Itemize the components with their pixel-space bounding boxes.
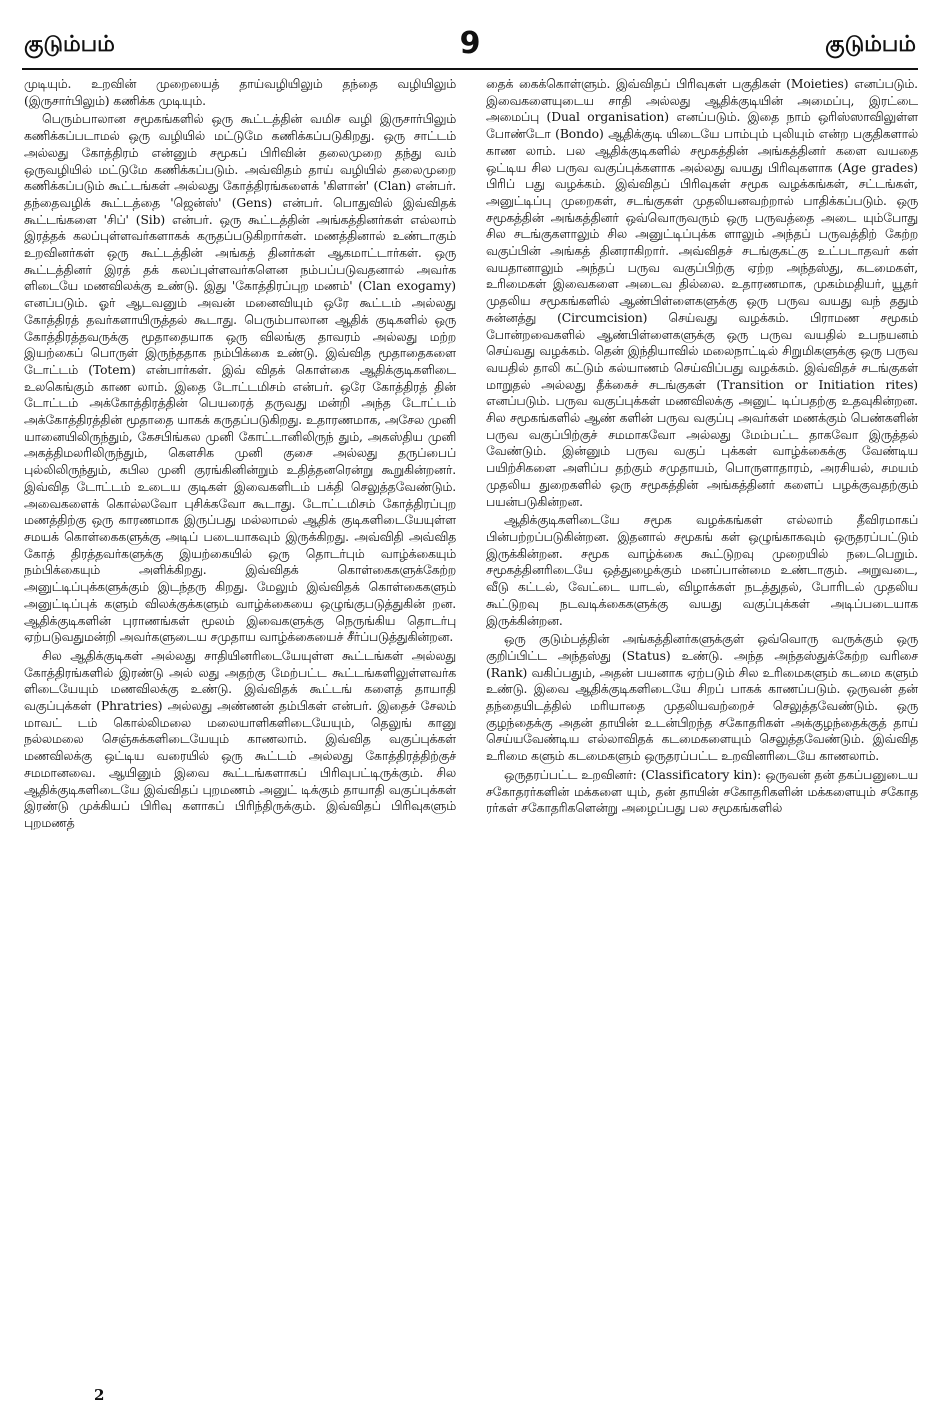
paragraph: தைக் கைக்கொள்ளும். இவ்விதப் பிரிவுகள் பகுதிகள் (Moieties) எனப்படும். இவைகளையுடைய சாதி அல்லது ஆதிக்குடியின் அமைப்பு, இரட்டை அமைப்பு (Dual organisation) எனப்படும். இதை நாம் ஒரிஸ்ஸாவிலுள்ள போண்டோ (Bondo) ஆதிக்குடி யிடையே பாம்பும் புலியும் என்ற பகுதிகளால் காண லாம். பல ஆதிக்குடிகளில் சமூகத்தின் அங்கத்தினர் களை வயதை ஒட்டிய சில பருவ வகுப்புக்களாக அல்லது வயது பிரிவுகளாக (Age grades) பிரிப் பது வழக்கம். இவ்விதப் பிரிவுகள் சமூக வழக்கங்கள், சட்டங்கள், அனுட்டிப்பு முறைகள், சடங்குகள் முதலியனவற்றால் பாதிக்கப்படும். ஒரு சமூகத்தின் அங்கத்தினர் ஒவ்வொருவரும் ஒரு பருவத்தை அடை யும்போது சில சடங்குகளாலும் சில அனுட்டிப்புக்க ளாலும் அந்தப் பருவத்திற் கேற்ற வகுப்பின் அங்கத் தினராகிறார். அவ்விதச் சடங்குகட்கு உட்படாதவர் கள் வயதானாலும் அந்தப் பருவ வகுப்பிற்கு ஏற்ற அந்தஸ்து, கடமைகள், உரிமைகள் இவைகளை அடைவ தில்லை. உதாரணமாக, முகம்மதியர், யூதர் முதலிய சமூகங்களில் ஆண்பிள்ளைகளுக்கு ஒரு பருவ வயது வந் ததும் சுன்னத்து (Circumcision) செய்வது வழக்கம். பிராமண சமூகம் போன்றவைகளில் ஆண்பிள்ளைகளுக்கு ஒரு பருவ வயதில் உபநயனம் செய்வது வழக்கம். தென் இந்தியாவில் மலைநாட்டில் சிறுமிகளுக்கு ஒரு பருவ வயதில் தாலி கட்டும் கல்யாணம் செய்விப்பது வழக்கம். இவ்விதச் சடங்குகள் மாறுதல் அல்லது தீக்கைச் சடங்குகள் (Transition or Initiation rites) எனப்படும். பருவ வகுப்புக்கள் மணவிலக்கு அனுட் டிப்பதற்கு உதவுகின்றன. சில சமூகங்களில் ஆண் களின் பருவ வகுப்பு அவர்கள் மணக்கும் பெண்களின் பருவ வகுப்பிற்குச் சமமாகவோ அல்லது மேம்பட்ட தாகவோ இருத்தல் வேண்டும். இன்னும் பருவ வகுப் புக்கள் வாழ்க்கைக்கு வேண்டிய பயிற்சிகளை அளிப்ப தற்கும் சமுதாயம், பொருளாதாரம், அரசியல், சமயம் முதலிய துறைகளில் ஒரு சமூகத்தின் அங்கத்தினர் களைப் பழக்குவதற்கும் பயன்படுகின்றன. — [486, 77, 918, 509]
right-column — [486, 76, 918, 1371]
left-column — [24, 76, 456, 1371]
paragraph: ஒரு குடும்பத்தின் அங்கத்தினர்களுக்குள் ஒவ்வொரு வருக்கும் ஒரு குறிப்பிட்ட அந்தஸ்து (Status) உண்டு. அந்த அந்தஸ்துக்கேற்ற வரிசை (Rank) வகிப்பதும், அதன் பயனாக ஏற்படும் சில உரிமைகளும் கடமை களும் உண்டு. இவை ஆதிக்குடிகளிடையே சிறப் பாகக் காணப்படும். ஒருவன் தன் தந்தையிடத்தில் மரியாதை முதலியவற்றைச் செலுத்தவேண்டும். ஒரு குழந்தைக்கு அதன் தாயின் உடன்பிறந்த சகோதரிகள் அக்குழந்தைக்குத் தாய் செய்யவேண்டிய எல்லாவிதக் கடமைகளையும் செலுத்தவேண்டும். இவ்வித உரிமை களும் கடமைகளும் ஒருதரப்பட்ட உறவினரிடையே காணலாம். — [486, 632, 918, 764]
paragraph: சில ஆதிக்குடிகள் அல்லது சாதியினரிடையேயுள்ள கூட்டங்கள் அல்லது கோத்திரங்களில் இரண்டு அல் லது அதற்கு மேற்பட்ட கூட்டங்களிலுள்ளவர்க ளிடையேயும் மணவிலக்கு உண்டு. இவ்விதக் கூட்டங் களைத் தாயாதி வகுப்புக்கள் (Phratries) அல்லது அண்ணன் தம்பிகள் என்பர். இதைச் சேலம் மாவட் டம் கொல்லிமலை மலையாளிகளிடையேயும், தெலுங் கானு நல்லமலை செஞ்சுக்களிடையேயும் காணலாம். இவ்வித வகுப்புக்கள் மணவிலக்கு ஒட்டிய வரையில் ஒரு கூட்டம் அல்லது கோத்திரத்திற்குச் சமமானவை. ஆயினும் இவை கூட்டங்களாகப் பிரிவுபட்டிருக்கும். சில ஆதிக்குடிகளிடையே இவ்விதப் புறமணம் அனுட் டிக்கும் தாயாதி வகுப்புக்கள் இரண்டு முக்கியப் பிரிவு களாகப் பிரிந்திருக்கும். இவ்விதப் பிரிவுகளும் புறமணத் — [24, 648, 456, 830]
footer-signature-number: 2 — [94, 1386, 105, 1404]
running-title-right: குடும்பம் — [825, 32, 916, 57]
paragraph: பெரும்பாலான சமூகங்களில் ஒரு கூட்டத்தின் வமிச வழி இருசார்பிலும் கணிக்கப்படாமல் ஒரு வழியில் மட்டுமே கணிக்கப்படுகிறது. ஒரு சாட்டம் அல்லது கோத்திரம் என்னும் சமூகப் பிரிவின் தலைமுறை தந்து வம் ஒருவழியில் மட்டுமே கணிக்கப்படும். அவ்விதம் தாய் வழியில் தலைமுறை கணிக்கப்படும் கூட்டங்கள் அல்லது கோத்திரங்களைக் 'கிளான்' (Clan) என்பர். தந்தைவழிக் கூட்டத்தை 'ஜென்ஸ்' (Gens) என்பர். பொதுவில் இவ்விதக் கூட்டங்களை 'சிப்' (Sib) என்பர். ஒரு கூட்டத்தின் அங்கத்தினர்கள் எல்லாம் இரத்தக் கலப்புள்ளவர்களாகக் கருதப்படுகிறார்கள். மணத்தினால் உண்டாகும் உறவினர்கள் ஒரு கூட்டத்தின் அங்கத் தினர்கள் ஆகமாட்டார்கள். ஒரு கூட்டத்தினர் இரத் தக் கலப்புள்ளவர்களென நம்பப்படுவதனால் அவர்க ளிடையே மணவிலக்கு உண்டு. இது 'கோத்திரப்புற மணம்' (Clan exogamy) எனப்படும். ஓர் ஆடவனும் அவன் மனைவியும் ஒரே கூட்டம் அல்லது கோத்திரத் தவர்களாயிருத்தல் கூடாது. பெரும்பாலான ஆதிக் குடிகளில் ஒரு கோத்திரத்தவருக்கு மூதாதையாக ஒரு விலங்கு தாவரம் அல்லது மற்ற இயற்கைப் பொருள் இருந்ததாக நம்பிக்கை உண்டு. இவ்வித மூதாதைகளை டோட்டம் (Totem) என்பார்கள். இவ் விதக் கொள்கை ஆதிக்குடிகளிடை உலகெங்கும் காண லாம். இதை டோட்டமிசம் என்பர். ஒரே கோத்திரத் தின் டோட்டம் அக்கோத்திரத்தின் பெயரைத் தருவது மன்றி அந்த டோட்டம் அக்கோத்திரத்தின் மூதாதை யாகக் கருதப்படுகிறது. உதாரணமாக, அசேல முனி யானையிலிருந்தும், கேசபிங்கல முனி கோட்டானிலிருந் தும், அகஸ்திய முனி அகத்திமலரிலிருந்தும், கௌசிக முனி குசை அல்லது தருப்பைப் புல்லிலிருந்தும், கபில முனி குரங்கினின்றும் உதித்தனரென்று கூறுகின்றனர். இவ்வித டோட்டம் உடைய குடிகள் இவைகளிடம் பக்தி செலுத்தவேண்டும். அவைகளைக் கொல்லவோ புசிக்கவோ கூடாது. டோட்டமிசம் கோத்திரப்புற மணத்திற்கு ஒரு காரணமாக இருப்பது மல்லாமல் ஆதிக் குடிகளிடையேயுள்ள சமயக் கொள்கைகளுக்கு அடிப் படையாகவும் இருக்கிறது. அவ்விதி அவ்வித கோத் திரத்தவர்களுக்கு இயற்கையில் ஒரு தொடர்பும் வாழ்க்கையும் நம்பிக்கையும் அளிக்கிறது. இவ்விதக் கொள்கைகளுக்கேற்ற அனுட்டிப்புக்களுக்கும் இடந்தரு கிறது. மேலும் இவ்விதக் கொள்கைகளும் அனுட்டிப்புக் களும் விலக்குக்களும் வாழ்க்கையை ஒழுங்குபடுத்துகின் றன. ஆதிக்குடிகளின் புராணங்கள் மூலம் இவைகளுக்கு நெருங்கிய தொடர்பு ஏற்படுவதுமன்றி அவர்களுடைய சமுதாய வாழ்க்கையைச் சீர்ப்படுத்துகின்றன. — [24, 112, 456, 645]
paragraph: ஆதிக்குடிகளிடையே சமூக வழக்கங்கள் எல்லாம் தீவிரமாகப் பின்பற்றப்படுகின்றன. இதனால் சமூகங் கள் ஒழுங்காகவும் ஒருதரப்பட்டும் இருக்கின்றன. சமூக வாழ்க்கை கூட்டுறவு முறையில் நடைபெறும். சமூகத்தினரிடையே ஒத்துழைக்கும் மனப்பான்மை உண்டாகும். அறுவடை, வீடு கட்டல், வேட்டை யாடல், விழாக்கள் நடத்துதல், போரிடல் முதலிய கூட்டுறவு நடவடிக்கைகளுக்கு வயது வகுப்புக்கள் அடிப்படையாக இருக்கின்றன. — [486, 513, 918, 628]
page-header — [22, 28, 918, 70]
paragraph: முடியும். உறவின் முறையைத் தாய்வழியிலும் தந்தை வழியிலும் (இருசார்பிலும்) கணிக்க முடியும். — [24, 77, 456, 108]
paragraph: ஒருதரப்பட்ட உறவினர்: (Classificatory kin): ஒருவன் தன் தகப்பனுடைய சகோதரர்களின் மக்களை யும், தன் தாயின் சகோதரிகளின் மக்களையும் சகோத ரர்கள் சகோதரிகளென்று அழைப்பது பல சமூகங்களில் — [486, 767, 918, 816]
page-number: 9 — [459, 26, 481, 61]
running-title-left: குடும்பம் — [24, 32, 115, 57]
